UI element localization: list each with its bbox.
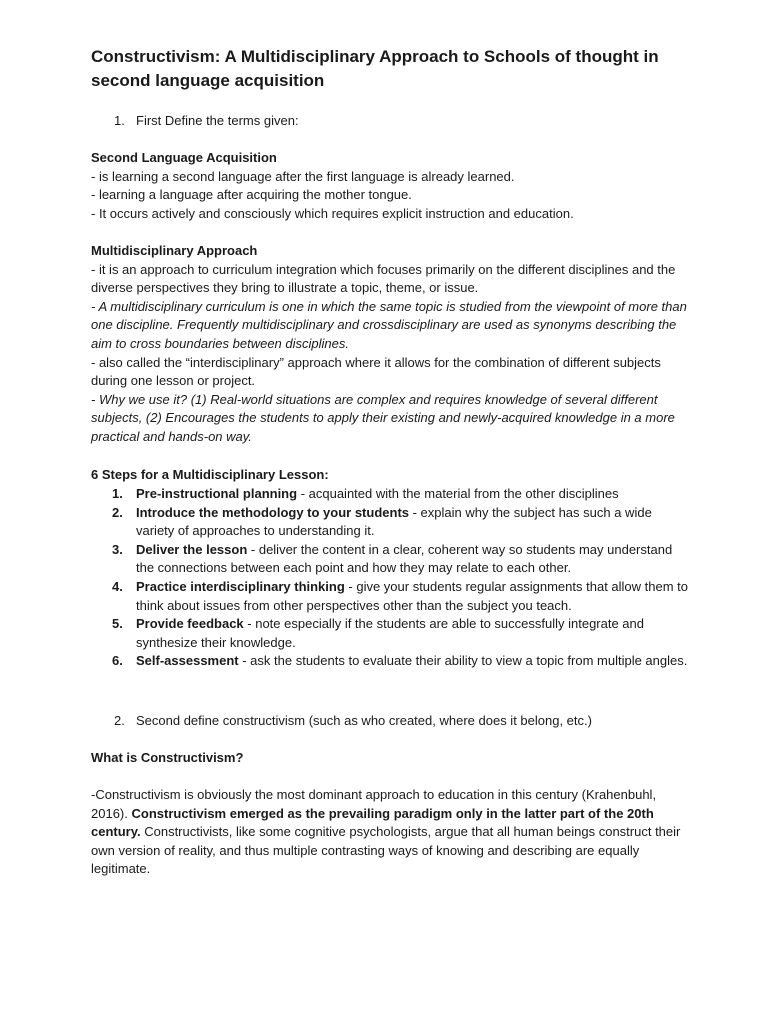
step-term: Deliver the lesson (136, 541, 248, 557)
step-item (91, 541, 691, 578)
sla-section (91, 149, 691, 223)
list-text: First Define the terms given: (136, 113, 299, 128)
step-term: Pre-instructional planning (136, 486, 298, 501)
step-item (91, 485, 691, 504)
step-term: Introduce the methodology to your students (136, 504, 409, 520)
steps-list (91, 485, 691, 671)
step-item (91, 652, 691, 671)
what-text: -Constructivism is obviously the most dominant approach to education in this century (Krahenbuhl, 2016). (91, 787, 657, 821)
step-number: 5. (112, 616, 123, 632)
sla-line: - learning a language after acquiring the mother tongue. (91, 187, 412, 203)
steps-heading-text: 6 Steps for a Multidisciplinary Lesson: (91, 467, 329, 482)
step-desc: - explain why the subject has such a wide variety of approaches to understanding it. (136, 504, 652, 539)
what-paragraph (91, 786, 691, 879)
multi-paragraph: - also called the “interdisciplinary” approach where it allows for the combination of different subjects during one lesson or project. (91, 354, 661, 389)
step-term: Self-assessment (136, 653, 239, 669)
step-desc: - give your students regular assignments that allow them to think about issues from other perspectives other than the subject you teach. (136, 578, 689, 613)
multidisciplinary-section (91, 242, 691, 447)
step-item (91, 615, 691, 652)
list-number: 2. (114, 713, 125, 728)
steps-heading (91, 466, 691, 485)
step-number: 6. (112, 653, 123, 669)
multi-paragraph-italic: - Why we use it? (1) Real-world situations are complex and requires knowledge of several different subjects, (2) Encourages the students to apply their existing and newly-acquired knowledge in a more practical and hands-on way. (91, 391, 675, 444)
list-text: Second define constructivism (such as who created, where does it belong, etc.) (136, 713, 592, 728)
what-text: Constructivists, like some cognitive psychologists, argue that all human beings construct their own version of reality, and thus multiple contrasting ways of knowing and describing are equally legitimate. (91, 824, 681, 877)
document-title: Constructivism: A Multidisciplinary Approach to Schools of thought in second language acquisition (91, 47, 659, 90)
sla-line: - is learning a second language after the first language is already learned. (91, 168, 515, 184)
step-desc: - ask the students to evaluate their ability to view a topic from multiple angles. (238, 653, 688, 669)
step-number: 2. (112, 504, 123, 520)
what-heading-text: What is Constructivism? (91, 750, 244, 765)
step-term: Practice interdisciplinary thinking (136, 578, 345, 594)
step-number: 3. (112, 541, 123, 557)
multi-heading: Multidisciplinary Approach (91, 243, 258, 258)
step-number: 4. (112, 578, 123, 594)
step-desc: - acquainted with the material from the other disciplines (297, 486, 619, 501)
step-desc: - deliver the content in a clear, coherent way so students may understand the connections between each point and how they may relate to each other. (136, 541, 673, 576)
what-heading (91, 749, 691, 768)
list-number: 1. (114, 113, 125, 128)
multi-paragraph: - it is an approach to curriculum integration which focuses primarily on the different disciplines and the diverse perspectives they bring to illustrate a topic, theme, or issue. (91, 261, 676, 296)
step-desc: - note especially if the students are able to successfully integrate and synthesize their knowledge. (136, 616, 644, 650)
step-number: 1. (112, 486, 123, 501)
sla-line: - It occurs actively and consciously which requires explicit instruction and education. (91, 205, 574, 221)
step-item (91, 504, 691, 541)
sla-heading: Second Language Acquisition (91, 150, 277, 165)
step-item (91, 578, 691, 615)
multi-paragraph-italic: - A multidisciplinary curriculum is one in which the same topic is studied from the viewpoint of more than one discipline. Frequently multidisciplinary and crossdisciplinary are used as synonyms describing the aim to cross boundaries between disciplines. (91, 298, 687, 351)
step-term: Provide feedback (136, 616, 244, 632)
what-text-bold: Constructivism emerged as the prevailing paradigm only in the latter part of the 20th century. (91, 805, 654, 840)
